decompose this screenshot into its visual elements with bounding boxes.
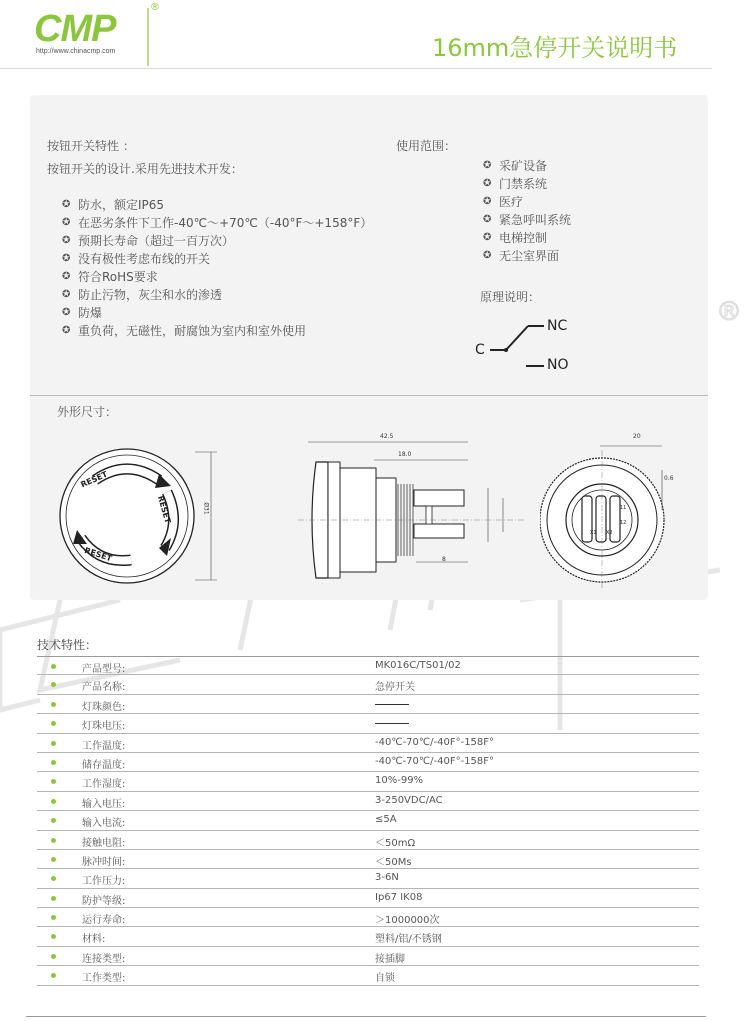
spec-value: 急停开关 xyxy=(375,682,415,694)
green-dot-icon xyxy=(51,973,56,978)
usage-text: 无尘室界面 xyxy=(499,248,560,263)
pin-label-3: 11 xyxy=(620,505,627,511)
spec-label: 防护等级: xyxy=(82,895,126,907)
star-bullet-icon: ✪ xyxy=(483,213,492,225)
star-bullet-icon: ✪ xyxy=(62,288,71,300)
green-dot-icon xyxy=(51,664,56,669)
star-bullet-icon: ✪ xyxy=(483,231,492,243)
spec-value: ＞1000000次 xyxy=(375,915,440,927)
side-length-dim: 42.5 xyxy=(380,433,394,440)
table-row xyxy=(37,753,699,772)
green-dot-icon xyxy=(51,702,56,707)
table-row xyxy=(37,889,699,908)
tech-heading: 技术特性： xyxy=(37,638,98,652)
spec-label: 运行寿命: xyxy=(82,915,126,927)
green-dot-icon xyxy=(51,857,56,862)
usage-text: 采矿设备 xyxy=(499,158,548,173)
star-bullet-icon: ✪ xyxy=(483,249,492,261)
nc-label: NC xyxy=(547,318,568,334)
green-dot-icon xyxy=(51,954,56,959)
table-row xyxy=(37,792,699,811)
spec-value: MK016C/TS01/02 xyxy=(375,660,461,671)
green-dot-icon xyxy=(51,721,56,726)
feature-item xyxy=(62,303,372,321)
green-dot-icon xyxy=(51,682,56,687)
spec-value: 10%-99% xyxy=(375,775,424,787)
usage-item xyxy=(483,192,571,210)
usage-heading: 使用范围： xyxy=(396,139,457,153)
features-intro: 按钮开关的设计.采用先进技术开发： xyxy=(47,162,243,176)
spec-label: 输入电流: xyxy=(82,818,126,830)
header-divider xyxy=(0,68,712,69)
side-view-drawing xyxy=(298,432,528,592)
table-row xyxy=(37,947,699,966)
feature-text: 预期长寿命（超过一百万次） xyxy=(78,233,235,248)
spec-value-dash xyxy=(375,723,409,724)
spec-label: 脉冲时间: xyxy=(82,856,126,868)
spec-label: 产品型号: xyxy=(82,664,126,675)
spec-value-dash xyxy=(375,704,409,705)
usage-item xyxy=(483,156,571,174)
spec-label: 储存温度: xyxy=(82,759,126,771)
green-dot-icon xyxy=(51,760,56,765)
feature-text: 防爆 xyxy=(78,305,103,320)
spec-value: 自锁 xyxy=(375,973,395,985)
feature-item xyxy=(62,321,372,339)
front-view-drawing xyxy=(55,440,225,590)
spec-label: 材料: xyxy=(82,934,106,946)
pin-label-2: X2 xyxy=(606,530,613,536)
table-row xyxy=(37,811,699,830)
front-diameter-dim: Ø31 xyxy=(202,502,210,515)
feature-item xyxy=(62,267,372,285)
spec-value: Ip67 IK08 xyxy=(375,891,423,903)
green-dot-icon xyxy=(51,915,56,920)
table-row xyxy=(37,966,699,985)
table-row xyxy=(37,695,699,714)
feature-text: 防止污物，灰尘和水的渗透 xyxy=(78,287,223,302)
document-title: 16mm急停开关说明书 xyxy=(432,34,678,62)
usage-list xyxy=(483,156,571,264)
rear-view-drawing xyxy=(540,440,690,590)
feature-item xyxy=(62,195,372,213)
green-dot-icon xyxy=(51,876,56,881)
green-dot-icon xyxy=(51,741,56,746)
principle-heading: 原理说明： xyxy=(480,290,541,304)
spec-value: ＜50Ms xyxy=(375,856,412,868)
feature-item xyxy=(62,285,372,303)
spec-value: ≤5A xyxy=(375,814,397,826)
logo-text: CMP xyxy=(34,8,116,50)
table-row xyxy=(37,734,699,753)
switch-schematic xyxy=(470,312,590,378)
features-list xyxy=(62,195,372,339)
table-row xyxy=(37,869,699,888)
usage-text: 医疗 xyxy=(499,194,524,209)
spec-value: ＜50mΩ xyxy=(375,837,416,849)
reset-label-3: RESET xyxy=(83,545,114,564)
star-bullet-icon: ✪ xyxy=(483,177,492,189)
spec-value: 接插脚 xyxy=(375,953,405,965)
feature-text: 重负荷，无磁性，耐腐蚀为室内和室外使用 xyxy=(78,323,307,338)
spec-label: 灯珠电压: xyxy=(82,721,126,733)
pin-label-1: X1 xyxy=(590,530,597,536)
star-bullet-icon: ✪ xyxy=(62,324,71,336)
footer-divider xyxy=(26,1016,706,1017)
usage-item xyxy=(483,174,571,192)
svg-text:®: ® xyxy=(716,297,742,327)
feature-item xyxy=(62,249,372,267)
usage-text: 门禁系统 xyxy=(499,176,548,191)
star-bullet-icon: ✪ xyxy=(483,195,492,207)
panel-divider xyxy=(30,395,708,396)
usage-item xyxy=(483,210,571,228)
spec-label: 工作压力: xyxy=(82,876,126,888)
reset-label-1: RESET xyxy=(79,469,109,490)
star-bullet-icon: ✪ xyxy=(62,198,71,210)
table-row xyxy=(37,714,699,733)
pin-label-4: 12 xyxy=(620,520,627,526)
spec-value: 3-250VDC/AC xyxy=(375,794,443,806)
spec-value: -40℃-70℃/-40F°-158F° xyxy=(375,736,495,748)
rear-width-dim: 20 xyxy=(633,433,641,440)
star-bullet-icon: ✪ xyxy=(62,234,71,246)
green-dot-icon xyxy=(51,799,56,804)
usage-item xyxy=(483,228,571,246)
star-bullet-icon: ✪ xyxy=(483,159,492,171)
logo-cross-line-icon xyxy=(138,8,158,66)
table-row xyxy=(37,908,699,927)
feature-text: 在恶劣条件下工作-40℃～+70℃（-40°F～+158°F） xyxy=(78,215,373,230)
spec-label: 接触电阻: xyxy=(82,837,126,849)
star-bullet-icon: ✪ xyxy=(62,306,71,318)
features-heading: 按钮开关特性 ： xyxy=(47,139,135,153)
spec-label: 工作温度: xyxy=(82,740,126,752)
green-dot-icon xyxy=(51,934,56,939)
side-pin-dim: 8 xyxy=(442,556,446,563)
feature-text: 防水，额定IP65 xyxy=(78,197,165,212)
table-row xyxy=(37,675,699,694)
green-dot-icon xyxy=(51,779,56,784)
dimensions-heading: 外形尺寸： xyxy=(57,405,118,419)
table-row xyxy=(37,772,699,791)
c-label: C xyxy=(475,342,485,358)
spec-value: -40℃-70℃/-40F°-158F° xyxy=(375,755,495,767)
no-label: NO xyxy=(547,357,569,373)
green-dot-icon xyxy=(51,818,56,823)
spec-label: 产品名称: xyxy=(82,682,126,694)
feature-item xyxy=(62,213,372,231)
table-row xyxy=(37,656,699,675)
usage-item xyxy=(483,246,571,264)
green-dot-icon xyxy=(51,838,56,843)
rear-pin-dim: 0.6 xyxy=(664,475,674,482)
star-bullet-icon: ✪ xyxy=(62,216,71,228)
spec-value: 3-6N xyxy=(375,872,399,884)
spec-label: 连接类型: xyxy=(82,953,126,965)
logo-registered-mark: ® xyxy=(150,2,160,13)
spec-label: 灯珠颜色: xyxy=(82,701,126,713)
side-body-dim: 18.0 xyxy=(398,451,412,458)
star-bullet-icon: ✪ xyxy=(62,270,71,282)
logo-url: http://www.chinacmp.com xyxy=(36,48,116,55)
reset-label-2: RESET xyxy=(155,494,173,525)
spec-label: 工作类型: xyxy=(82,973,126,985)
spec-label: 工作湿度: xyxy=(82,779,126,791)
feature-text: 没有极性考虑布线的开关 xyxy=(78,251,211,266)
usage-text: 紧急呼叫系统 xyxy=(499,212,572,227)
feature-item xyxy=(62,231,372,249)
table-row xyxy=(37,831,699,850)
spec-label: 输入电压: xyxy=(82,798,126,810)
tech-table xyxy=(37,656,699,986)
feature-text: 符合RoHS要求 xyxy=(78,269,158,284)
usage-text: 电梯控制 xyxy=(499,230,548,245)
table-row xyxy=(37,927,699,946)
spec-value: 塑料/铝/不锈钢 xyxy=(375,934,442,946)
table-row xyxy=(37,850,699,869)
star-bullet-icon: ✪ xyxy=(62,252,71,264)
green-dot-icon xyxy=(51,896,56,901)
